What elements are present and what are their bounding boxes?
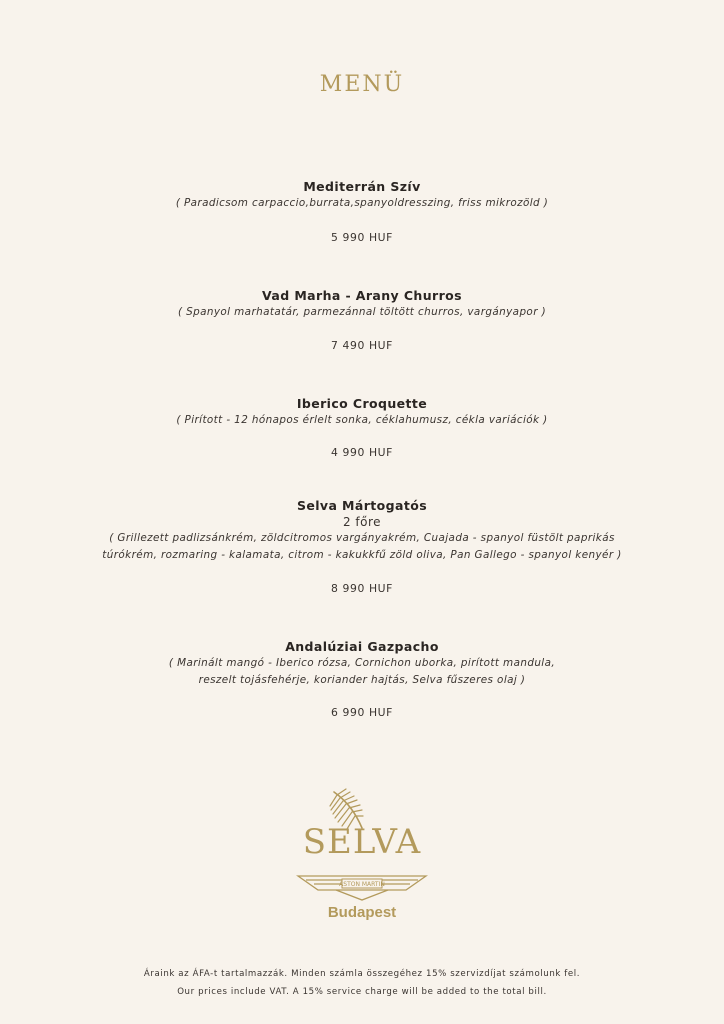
footer-note-hu: Áraink az ÁFA-t tartalmazzák. Minden számla összegéhez 15% szervizdíjat számolunk fel. bbox=[143, 969, 581, 979]
dish-description: reszelt tojásfehérje, koriander hajtás, Selva fűszeres olaj ) bbox=[198, 674, 526, 686]
dish-description: ( Paradicsom carpaccio,burrata,spanyoldresszing, friss mikrozöld ) bbox=[175, 197, 549, 209]
dish-name: Selva Mártogatós bbox=[296, 498, 428, 513]
dish-description: ( Pirított - 12 hónapos érlelt sonka, céklahumusz, cékla variációk ) bbox=[176, 414, 548, 426]
dish-description: ( Marinált mangó - Iberico rózsa, Cornichon uborka, pirított mandula, bbox=[168, 657, 556, 669]
menu-item bbox=[0, 638, 724, 689]
dish-price: 8 990 HUF bbox=[331, 582, 393, 595]
dish-price: 4 990 HUF bbox=[331, 446, 393, 459]
dish-price: 5 990 HUF bbox=[331, 231, 393, 244]
page-title: MENÜ bbox=[319, 72, 405, 97]
badge-text: ASTON MARTIN bbox=[339, 881, 385, 888]
menu-item bbox=[0, 178, 724, 212]
dish-serving: 2 főre bbox=[342, 515, 382, 529]
menu-item bbox=[0, 287, 724, 321]
dish-description: ( Grillezett padlizsánkrém, zöldcitromos vargányakrém, Cuajada - spanyol füstölt paprikás bbox=[109, 532, 615, 544]
dish-description: túrókrém, rozmaring - kalamata, citrom - kakukkfű zöld oliva, Pan Gallego - spanyol kenyér ) bbox=[102, 549, 622, 561]
dish-name: Vad Marha - Arany Churros bbox=[262, 288, 462, 303]
dish-name: Andalúziai Gazpacho bbox=[285, 639, 439, 654]
location-label: Budapest bbox=[327, 904, 397, 921]
menu-item bbox=[0, 395, 724, 429]
dish-price: 6 990 HUF bbox=[331, 706, 393, 719]
logo-wordmark: SELVA bbox=[302, 822, 422, 862]
footer-note-en: Our prices include VAT. A 15% service charge will be added to the total bill. bbox=[177, 987, 547, 997]
dish-description: ( Spanyol marhatatár, parmezánnal töltött churros, vargányapor ) bbox=[177, 306, 547, 318]
dish-name: Iberico Croquette bbox=[296, 396, 428, 411]
menu-item bbox=[0, 497, 724, 564]
dish-name: Mediterrán Szív bbox=[303, 179, 421, 194]
dish-price: 7 490 HUF bbox=[331, 339, 393, 352]
aston-martin-wings-icon bbox=[296, 870, 428, 904]
